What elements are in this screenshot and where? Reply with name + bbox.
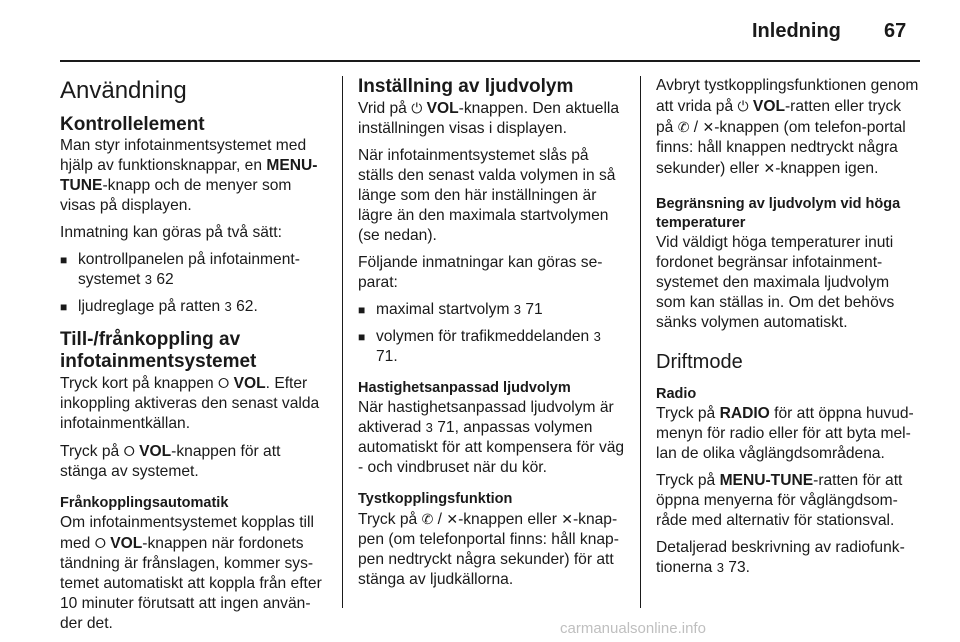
text: När hastighetsanpassad ljudvolym är aktiverad bbox=[358, 399, 614, 436]
paragraph bbox=[358, 98, 626, 139]
bullet-list bbox=[358, 300, 626, 367]
power-icon: ⏻ bbox=[737, 98, 749, 114]
page-ref-icon: 3 bbox=[144, 272, 152, 287]
paragraph: Följande inmatningar kan göras se-parat: bbox=[358, 254, 603, 291]
section-title: Användning bbox=[60, 77, 187, 104]
heading-radio: Radio bbox=[656, 386, 697, 402]
text: -knappen eller bbox=[458, 511, 557, 528]
text: Tryck på bbox=[656, 405, 716, 422]
power-icon: ⭘ bbox=[218, 375, 230, 391]
page-ref: 62. bbox=[236, 298, 258, 315]
paragraph bbox=[60, 136, 326, 216]
text: maximal startvolym bbox=[376, 301, 510, 318]
mute-icon: ✕ bbox=[702, 119, 715, 135]
text: / bbox=[437, 511, 442, 528]
paragraph: Vid väldigt höga temperaturer inuti fordonet begränsar infotainment-systemet den maximala ljudvolym som kan ställas in. Om det behövs sänks volymen automatiskt. bbox=[656, 234, 895, 331]
paragraph bbox=[656, 76, 922, 179]
bold-text: VOL bbox=[139, 443, 172, 460]
text: -ratten för att öppna menyerna för våglängdsom-råde med alternativ för stationsval. bbox=[656, 472, 903, 529]
column-divider bbox=[640, 76, 641, 608]
page-ref-icon: 3 bbox=[593, 329, 601, 344]
paragraph bbox=[60, 373, 326, 434]
heading-mute: Tystkopplingsfunktion bbox=[358, 491, 513, 507]
mute-icon: ✕ bbox=[446, 511, 459, 527]
bold-text: MENU-TUNE bbox=[719, 472, 814, 489]
text: -knap-pen (om telefonportal finns: håll knap-pen nedtryckt några sekunder) för att stänga av ljudkällorna. bbox=[358, 511, 619, 588]
paragraph bbox=[656, 538, 922, 578]
bold-text: RADIO bbox=[719, 405, 770, 422]
mute-icon: ✕ bbox=[561, 511, 573, 527]
heading-auto-off: Frånkopplingsautomatik bbox=[60, 495, 229, 511]
page-number: 67 bbox=[884, 20, 907, 42]
paragraph: När infotainmentsystemet slås på ställs den senast valda volymen in så länge som den här inställningen är lägre än den maximala startvolymen (se nedan). bbox=[358, 147, 616, 244]
bullet-list bbox=[60, 250, 326, 317]
text: Man styr infotainmentsystemet med hjälp av funktionsknappar, en bbox=[60, 137, 307, 174]
page-ref: 62 bbox=[156, 271, 174, 288]
text: Detaljerad beskrivning av radiofunk-tionerna bbox=[656, 539, 905, 576]
text: -knappen igen. bbox=[775, 160, 879, 177]
heading-temp-limit: Begränsning av ljudvolym vid höga temperaturer bbox=[656, 196, 901, 231]
section-title-driftmode: Driftmode bbox=[656, 351, 743, 373]
heading-speed-volume: Hastighetsanpassad ljudvolym bbox=[358, 380, 571, 396]
watermark: carmanualsonline.info bbox=[560, 620, 706, 637]
column-3 bbox=[656, 76, 922, 585]
text: / bbox=[693, 119, 699, 136]
column-2 bbox=[358, 76, 626, 597]
bold-text: VOL bbox=[233, 375, 266, 392]
bold-text: MENU-TUNE bbox=[60, 157, 318, 194]
bold-text: VOL bbox=[752, 98, 785, 115]
page-header-title: Inledning bbox=[752, 20, 841, 42]
page-ref-icon: 3 bbox=[224, 299, 232, 314]
list-item bbox=[60, 297, 326, 317]
paragraph bbox=[656, 471, 922, 531]
text: volymen för trafikmeddelanden bbox=[376, 328, 590, 345]
power-icon: ⭘ bbox=[123, 443, 135, 459]
page-ref: 71 bbox=[525, 301, 543, 318]
list-item bbox=[358, 327, 626, 367]
text: Vrid på bbox=[358, 100, 407, 117]
bold-text: VOL bbox=[426, 100, 459, 117]
power-icon: ⭘ bbox=[94, 535, 106, 551]
column-1 bbox=[60, 76, 326, 641]
text: . Efter inkoppling aktiveras den senast valda infotainmentkällan. bbox=[60, 375, 320, 432]
page-ref: 71. bbox=[376, 348, 398, 365]
text: Tryck på bbox=[60, 443, 120, 460]
paragraph bbox=[358, 509, 626, 590]
text: -knappen. Den aktuella inställningen visas i displayen. bbox=[358, 100, 620, 137]
mute-icon: ✕ bbox=[763, 160, 776, 176]
paragraph bbox=[60, 441, 326, 482]
text: för att öppna huvud-menyn för radio eller för att byta mel-lan de olika våglängdsområdena. bbox=[656, 405, 914, 462]
phone-icon: ✆ bbox=[421, 511, 434, 527]
page-ref: 71 bbox=[437, 419, 455, 436]
text: ljudreglage på ratten bbox=[78, 298, 221, 315]
phone-icon: ✆ bbox=[677, 119, 690, 135]
text: Tryck på bbox=[358, 511, 418, 528]
heading-kontrollelement: Kontrollelement bbox=[60, 114, 205, 135]
text: Om infotainmentsystemet kopplas till med bbox=[60, 514, 314, 552]
page-ref: 73. bbox=[728, 559, 750, 576]
bold-text: VOL bbox=[110, 535, 143, 552]
heading-volume: Inställning av ljudvolym bbox=[358, 76, 574, 97]
header-rule bbox=[60, 60, 920, 62]
text: -knappen (om telefon-portal finns: håll knappen nedtryckt några sekunder) eller bbox=[656, 119, 906, 177]
text: Tryck kort på knappen bbox=[60, 375, 214, 392]
text: -knappen för att stänga av systemet. bbox=[60, 443, 281, 480]
text: Avbryt tystkopplingsfunktionen genom att vrida på bbox=[656, 77, 919, 115]
text: -knappen när fordonets tändning är frånslagen, kommer sys-temet automatiskt att koppla från efter 10 minuter förutsatt att ingen använ-der det. bbox=[60, 535, 322, 632]
column-divider bbox=[342, 76, 343, 608]
paragraph bbox=[656, 404, 922, 464]
page-ref-icon: 3 bbox=[425, 420, 433, 435]
paragraph bbox=[60, 513, 326, 634]
text: kontrollpanelen på infotainment-systemet bbox=[78, 251, 300, 288]
page-ref-icon: 3 bbox=[513, 302, 522, 317]
heading-power: Till-/frånkoppling av infotainmentsystemet bbox=[60, 329, 257, 372]
paragraph bbox=[358, 398, 626, 478]
text: -ratten eller tryck på bbox=[656, 98, 902, 136]
power-icon: ⏻ bbox=[411, 100, 423, 116]
page-ref-icon: 3 bbox=[716, 560, 724, 575]
text: , anpassas volymen automatiskt för att kompensera för väg - och vindbruset när du kör. bbox=[358, 419, 625, 476]
text: -knapp och de menyer som visas på displayen. bbox=[60, 177, 292, 214]
text: Tryck på bbox=[656, 472, 716, 489]
list-item bbox=[358, 300, 626, 320]
list-item bbox=[60, 250, 326, 290]
paragraph: Inmatning kan göras på två sätt: bbox=[60, 224, 282, 241]
